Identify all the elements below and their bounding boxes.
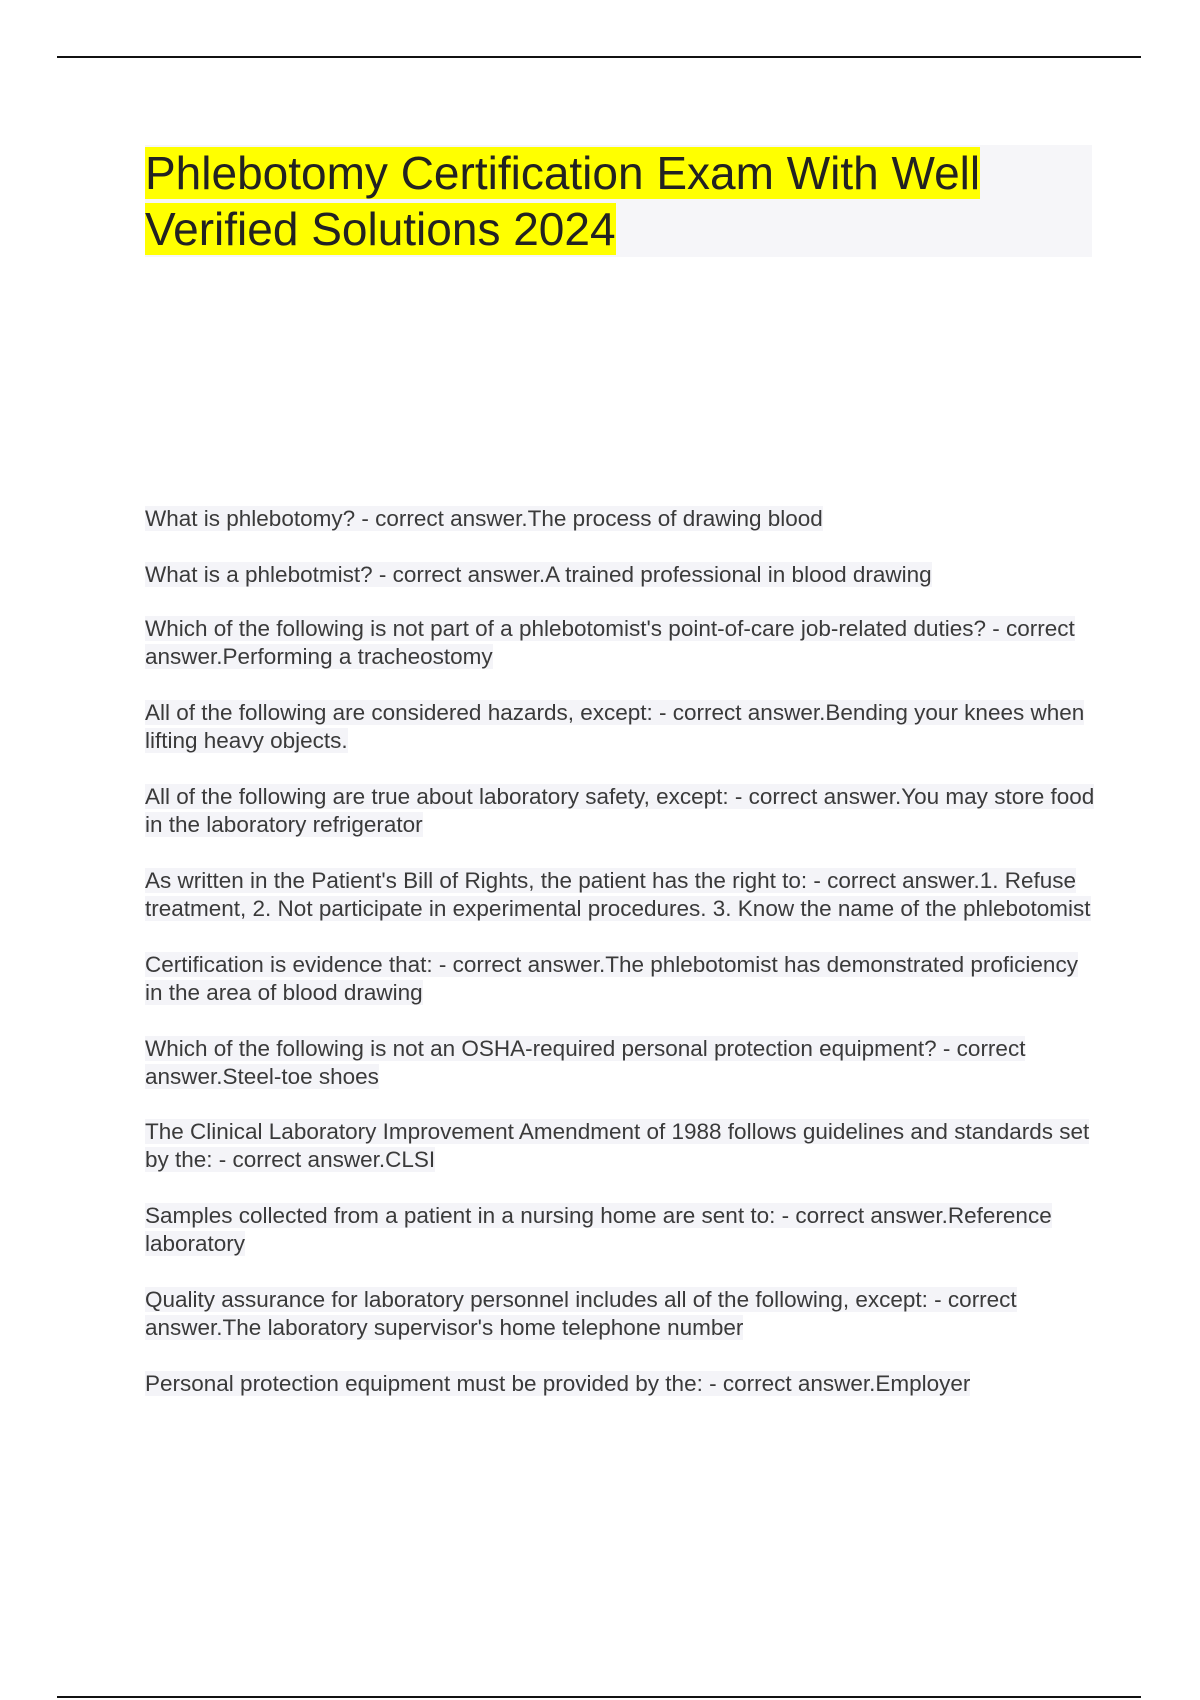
qa-item: All of the following are considered hazards, except: - correct answer.Bending your knees when lifting heavy objects. <box>145 700 1085 753</box>
question-answer-list <box>145 505 1095 1398</box>
qa-item: Which of the following is not part of a phlebotomist's point-of-care job-related duties? - correct answer.Performing a tracheostomy <box>145 616 1075 669</box>
qa-item: What is phlebotomy? - correct answer.The process of drawing blood <box>145 506 823 531</box>
qa-item: The Clinical Laboratory Improvement Amendment of 1988 follows guidelines and standards set by the: - correct answer.CLSI <box>145 1119 1090 1172</box>
qa-item: Which of the following is not an OSHA-required personal protection equipment? - correct answer.Steel-toe shoes <box>145 1036 1026 1089</box>
bottom-divider <box>57 1696 1141 1698</box>
document-title-text: Phlebotomy Certification Exam With Well Verified Solutions 2024 <box>145 147 981 255</box>
qa-item: All of the following are true about laboratory safety, except: - correct answer.You may store food in the laboratory refrigerator <box>145 784 1095 837</box>
qa-item: Samples collected from a patient in a nursing home are sent to: - correct answer.Reference laboratory <box>145 1203 1052 1256</box>
qa-item: As written in the Patient's Bill of Rights, the patient has the right to: - correct answer.1. Refuse treatment, 2. Not participate in experimental procedures. 3. Know the name of the phlebotomist <box>145 868 1091 921</box>
document-title <box>145 145 1045 257</box>
qa-item: Certification is evidence that: - correct answer.The phlebotomist has demonstrated proficiency in the area of blood drawing <box>145 952 1078 1005</box>
qa-item: Personal protection equipment must be provided by the: - correct answer.Employer <box>145 1371 971 1396</box>
qa-item: What is a phlebotmist? - correct answer.A trained professional in blood drawing <box>145 562 932 587</box>
top-divider <box>57 56 1141 58</box>
qa-item: Quality assurance for laboratory personnel includes all of the following, except: - correct answer.The laboratory supervisor's home telephone number <box>145 1287 1017 1340</box>
